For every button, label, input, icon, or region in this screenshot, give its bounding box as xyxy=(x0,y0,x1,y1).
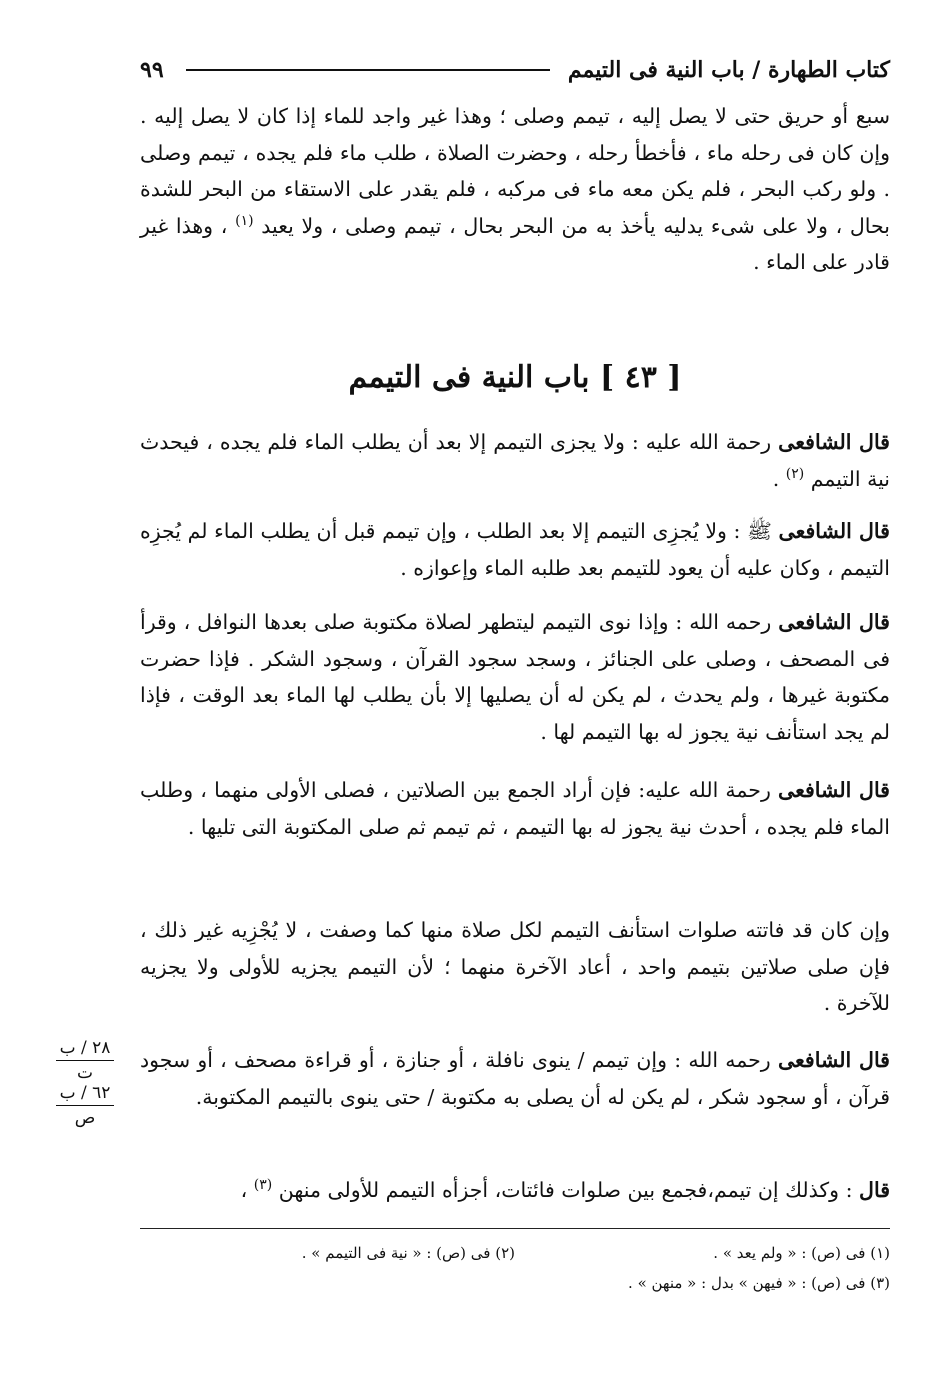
paragraph-text: رحمة الله عليه: فإن أراد الجمع بين الصلاتين ، فصلى الأولى منهما ، وطلب الماء فلم يجده ، أحدث نية يجوز له بها التيمم ، ثم تيمم ثم صلى المكتوبة التى تليها . xyxy=(140,778,890,839)
paragraph xyxy=(140,424,890,497)
footnote-ref-1[interactable]: (١) xyxy=(235,212,254,229)
paragraph-text: سبع أو حريق حتى لا يصل إليه ، تيمم وصلى ؛ وهذا غير واجد للماء إذا كان لا يصل إليه . وإن كان فى رحله ماء ، فأخطأ رحله ، وحضرت الصلاة ، طلب ماء فلم يجده ، تيمم وصلى . ولو ركب البحر ، فلم يكن معه ماء فى مركبه ، فلم يقدر على الاستقاء من البحر للشدة بحال ، ولا على شىء يدليه يأخذ به من البحر بحال ، تيمم وصلى ، ولا يعيد xyxy=(140,104,890,238)
paragraph-text-end: ، وهذا غير قادر على الماء . xyxy=(140,213,890,274)
paragraph xyxy=(140,1042,890,1115)
header-rule xyxy=(186,69,550,71)
footnote-row xyxy=(140,1238,890,1268)
margin-note-rule xyxy=(56,1105,114,1106)
footnote-ref-3[interactable]: (٣) xyxy=(253,1177,273,1194)
paragraph-text-end: ، xyxy=(240,1178,248,1202)
paragraph-text: وإن كان قد فاتته صلوات استأنف التيمم لكل صلاة منها كما وصفت ، لا يُجْزِيه غير ذلك ، فإن صلى صلاتين بتيمم واحد ، أعاد الآخرة منهما ؛ لأن التيمم يجزيه للأولى ولا يجزيه للآخرة . xyxy=(140,918,890,1015)
paragraph xyxy=(140,604,890,750)
page-number: ٩٩ xyxy=(140,57,164,83)
margin-note-siglum-1: ت xyxy=(76,1063,93,1083)
paragraph-text: : وكذلك إن تيمم،فجمع بين صلوات فائتات، أجزأه التيمم للأولى منهن xyxy=(278,1178,853,1202)
margin-note-folio-1: ٢٨ / ب xyxy=(59,1038,111,1058)
speaker-label: قال الشافعى xyxy=(777,1048,890,1072)
paragraph xyxy=(140,1172,890,1209)
speaker-label: قال الشافعى xyxy=(778,430,890,454)
running-header xyxy=(140,50,890,90)
chapter-heading: [ ٤٣ ] باب النية فى التيمم xyxy=(348,360,682,395)
margin-note-rule xyxy=(56,1060,114,1061)
margin-note-siglum-2: ص xyxy=(74,1108,96,1128)
running-title: كتاب الطهارة / باب النية فى التيمم xyxy=(567,57,890,83)
paragraph xyxy=(140,772,890,845)
footnote-ref-2[interactable]: (٢) xyxy=(785,465,805,482)
speaker-label: قال xyxy=(859,1178,890,1202)
speaker-label: قال الشافعى xyxy=(778,778,890,802)
paragraph xyxy=(140,912,890,1022)
footnote-2: (٢) فى (ص) : « نية فى التيمم » . xyxy=(301,1244,515,1262)
honorific-glyph: ﷺ xyxy=(747,519,772,543)
footnote-separator xyxy=(140,1228,890,1229)
margin-manuscript-notes xyxy=(50,1038,120,1128)
paragraph-text: رحمه الله : وإذا نوى التيمم ليتطهر لصلاة مكتوبة صلى بعدها النوافل ، وقرأ فى المصحف ، وصلى على الجنائز ، وسجد سجود القرآن ، وسجود الشكر . فإذا حضرت مكتوبة غيرها ، ولم يحدث ، لم يكن له أن يصليها إلا بأن يطلب لها الماء بعد الوقت ، فإذا لم يجد استأنف نية يجوز له بها التيمم لها . xyxy=(140,610,890,744)
paragraph-text: رحمه الله : وإن تيمم / ينوى نافلة ، أو جنازة ، أو قراءة مصحف ، أو سجود قرآن ، أو سجود شكر ، لم يكن له أن يصلى به مكتوبة / حتى ينوى بالتيمم المكتوبة. xyxy=(140,1048,890,1109)
footnote-3: (٣) فى (ص) : « فيهن » بدل : « منهن » . xyxy=(628,1274,890,1292)
footnote-1: (١) فى (ص) : « ولم يعد » . xyxy=(713,1244,890,1262)
paragraph-text: : ولا يُجزِى التيمم إلا بعد الطلب ، وإن تيمم قبل أن يطلب الماء لم يُجزِه التيمم ، وكان عليه أن يعود للتيمم بعد طلبه الماء وإعوازه . xyxy=(140,519,890,580)
footnotes xyxy=(140,1238,890,1298)
speaker-label: قال الشافعى xyxy=(778,519,890,543)
paragraph-text-end: . xyxy=(772,466,780,491)
paragraph xyxy=(140,513,890,586)
margin-note-folio-2: ٦٢ / ب xyxy=(59,1083,111,1103)
paragraph-text: رحمة الله عليه : ولا يجزى التيمم إلا بعد أن يطلب الماء فلم يجده ، فيحدث نية التيمم xyxy=(140,430,890,491)
footnote-row xyxy=(140,1268,890,1298)
speaker-label: قال الشافعى xyxy=(778,610,890,634)
paragraph-continuation xyxy=(140,98,890,281)
